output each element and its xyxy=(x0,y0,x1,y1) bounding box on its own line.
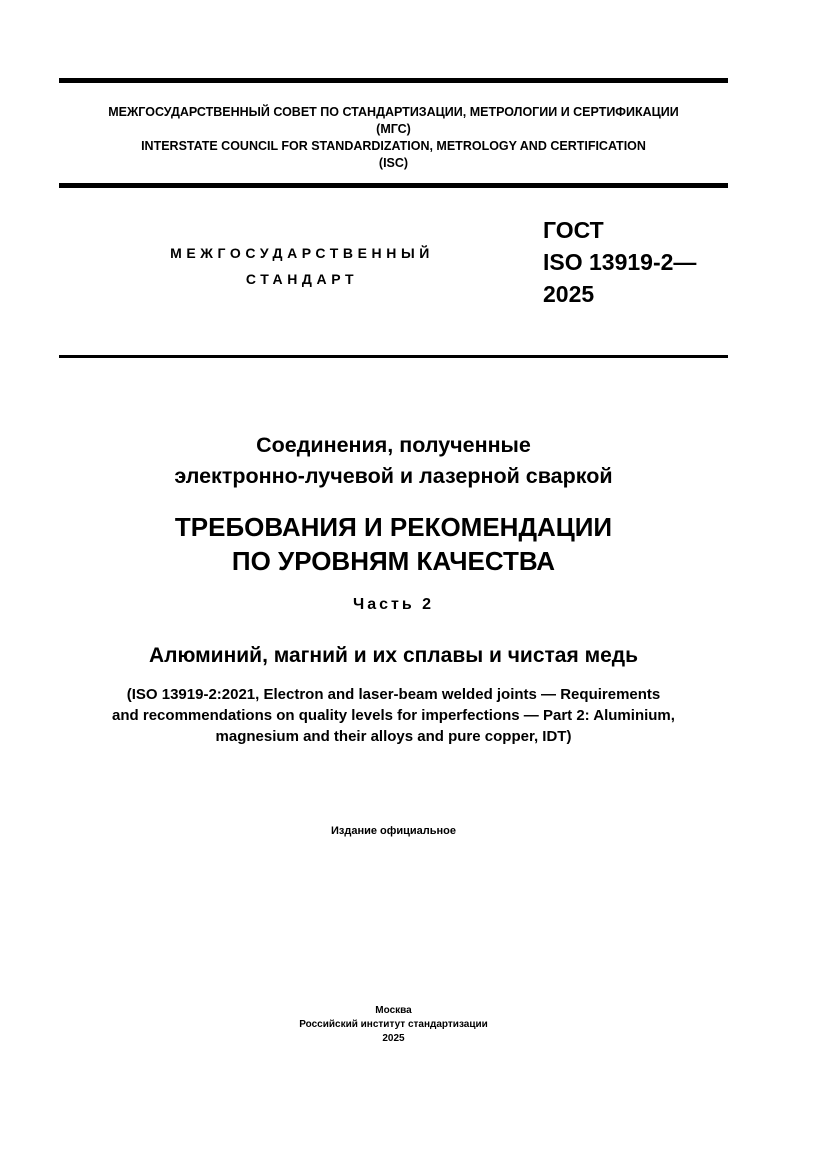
main-title-line2: ПО УРОВНЯМ КАЧЕСТВА xyxy=(231,546,556,576)
subject-title xyxy=(0,430,787,492)
standard-kind xyxy=(150,240,454,292)
imprint-publisher: Российский институт стандартизации xyxy=(299,1019,488,1030)
subject-title-line1: Соединения, полученные xyxy=(256,433,531,457)
council-abbr-ru: (МГС) xyxy=(376,122,411,136)
subject-title-line2: электронно-лучевой и лазерной сваркой xyxy=(174,464,613,488)
council-abbr-en: (ISC) xyxy=(378,156,409,170)
council-name-en: INTERSTATE COUNCIL FOR STANDARDIZATION, METROLOGY AND CERTIFICATION xyxy=(141,139,646,153)
standard-designation xyxy=(543,214,696,310)
part-title: Алюминий, магний и их сплавы и чистая медь xyxy=(148,644,639,667)
imprint xyxy=(0,1004,787,1046)
edition-note: Издание официальное xyxy=(330,825,457,837)
top-rule xyxy=(59,78,728,83)
iso-reference-line2: and recommendations on quality levels for imperfections — Part 2: Aluminium, xyxy=(112,707,675,724)
main-title xyxy=(0,510,787,578)
bottom-rule xyxy=(59,355,728,358)
designation-line3: 2025 xyxy=(543,281,595,307)
imprint-city: Москва xyxy=(375,1005,412,1016)
council-header xyxy=(0,104,787,172)
iso-reference-line3: magnesium and their alloys and pure copper, IDT) xyxy=(215,728,572,745)
part-number: Часть 2 xyxy=(352,596,435,613)
imprint-year: 2025 xyxy=(382,1033,405,1044)
designation-line2: ISO 13919-2— xyxy=(543,249,697,275)
iso-reference xyxy=(0,684,787,747)
council-name-ru: МЕЖГОСУДАРСТВЕННЫЙ СОВЕТ ПО СТАНДАРТИЗАЦИИ, МЕТРОЛОГИИ И СЕРТИФИКАЦИИ xyxy=(108,105,679,119)
standard-kind-line2: СТАНДАРТ xyxy=(245,271,359,287)
middle-rule xyxy=(59,183,728,188)
iso-reference-line1: (ISO 13919-2:2021, Electron and laser-beam welded joints — Requirements xyxy=(126,686,661,703)
designation-line1: ГОСТ xyxy=(543,217,604,243)
main-title-line1: ТРЕБОВАНИЯ И РЕКОМЕНДАЦИИ xyxy=(174,512,613,542)
standard-kind-line1: МЕЖГОСУДАРСТВЕННЫЙ xyxy=(170,245,434,261)
